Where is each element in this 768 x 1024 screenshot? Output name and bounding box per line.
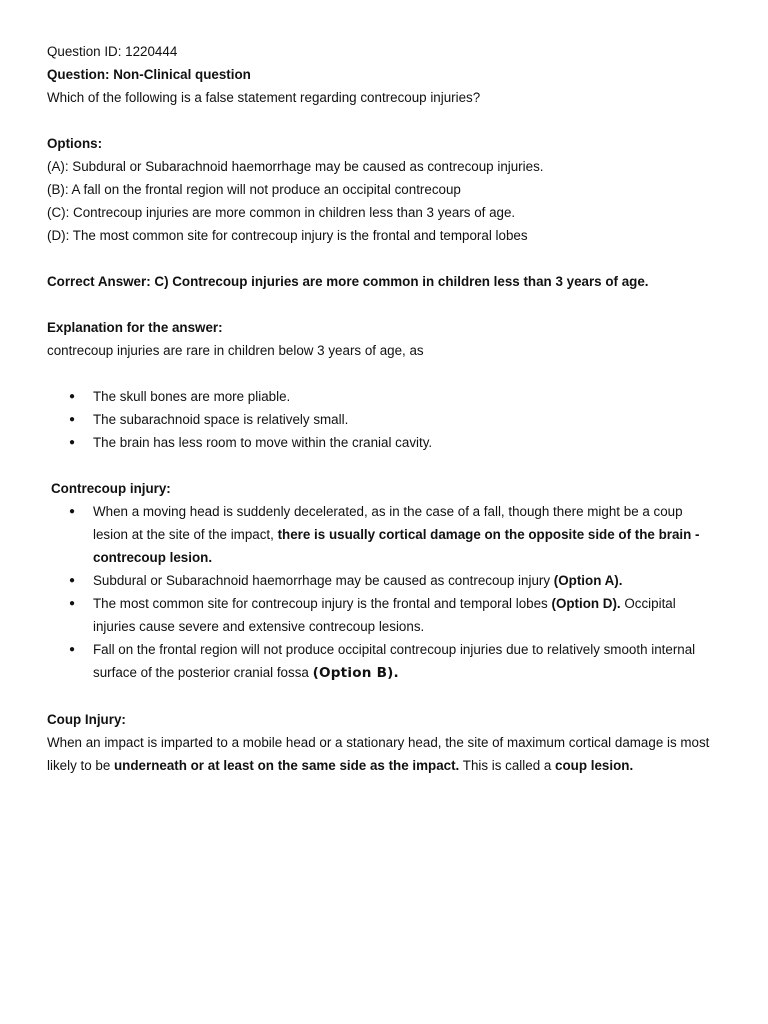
question-label bbox=[47, 63, 718, 86]
spacer bbox=[47, 109, 718, 132]
contrecoup-heading-text: Contrecoup injury: bbox=[51, 481, 171, 496]
list-item: ● The brain has less room to move within the cranial cavity. bbox=[93, 431, 718, 454]
item-bold-text: (Option D). bbox=[551, 596, 621, 611]
coup-heading bbox=[47, 708, 718, 731]
item-text: When a moving head is suddenly decelerated, as in the case of a fall, though there might be a coup lesion at the site of the impact, bbox=[93, 504, 683, 542]
question-label-text: Question: Non-Clinical question bbox=[47, 67, 251, 82]
option-b: (B): A fall on the frontal region will not produce an occipital contrecoup bbox=[47, 182, 461, 197]
list-item: ● The skull bones are more pliable. bbox=[93, 385, 718, 408]
question-id: Question ID: 1220444 bbox=[47, 44, 178, 59]
question-text: Which of the following is a false statement regarding contrecoup injuries? bbox=[47, 90, 481, 105]
coup-text: When an impact is imparted to a mobile head or a stationary head, the site of maximum cortical damage is most likely to be bbox=[47, 735, 710, 773]
options-label bbox=[47, 132, 718, 155]
reasons-list bbox=[47, 385, 718, 454]
contrecoup-heading bbox=[47, 477, 718, 500]
option-c: (C): Contrecoup injuries are more common in children less than 3 years of age. bbox=[47, 205, 516, 220]
option-a: (A): Subdural or Subarachnoid haemorrhage may be caused as contrecoup injuries. bbox=[47, 159, 544, 174]
item-bold-text: (Option A). bbox=[553, 573, 623, 588]
coup-bold-text: underneath or at least on the same side as the impact. bbox=[114, 758, 460, 773]
item-text: Subdural or Subarachnoid haemorrhage may be caused as contrecoup injury bbox=[93, 573, 554, 588]
list-item bbox=[93, 638, 718, 685]
item-text: The most common site for contrecoup injury is the frontal and temporal lobes bbox=[93, 596, 552, 611]
item-bold-text: (Option B). bbox=[312, 665, 399, 681]
correct-answer-text: Correct Answer: C) Contrecoup injuries are more common in children less than 3 years of age. bbox=[47, 274, 649, 289]
coup-paragraph bbox=[47, 731, 718, 777]
spacer bbox=[47, 685, 718, 708]
explanation-intro: contrecoup injuries are rare in children below 3 years of age, as bbox=[47, 343, 424, 358]
contrecoup-list bbox=[47, 500, 718, 685]
spacer bbox=[47, 247, 718, 270]
list-item bbox=[93, 592, 718, 638]
spacer bbox=[47, 293, 718, 316]
option-d: (D): The most common site for contrecoup injury is the frontal and temporal lobes bbox=[47, 228, 528, 243]
options-label-text: Options: bbox=[47, 136, 103, 151]
item-text: Fall on the frontal region will not produce occipital contrecoup injuries due to relatively smooth internal surface of the posterior cranial fossa bbox=[93, 642, 696, 680]
spacer bbox=[47, 454, 718, 477]
spacer bbox=[47, 362, 718, 385]
coup-text: This is called a bbox=[459, 758, 556, 773]
correct-answer bbox=[47, 270, 718, 293]
explanation-label bbox=[47, 316, 718, 339]
coup-heading-text: Coup Injury: bbox=[47, 712, 126, 727]
item-tail-text: Occipital injuries cause severe and extensive contrecoup lesions. bbox=[93, 596, 676, 634]
coup-bold-text: coup lesion. bbox=[555, 758, 634, 773]
explanation-label-text: Explanation for the answer: bbox=[47, 320, 223, 335]
item-bold-text: there is usually cortical damage on the opposite side of the brain - contrecoup lesion. bbox=[93, 527, 700, 565]
list-item bbox=[93, 500, 718, 569]
list-item bbox=[93, 569, 718, 592]
list-item: ● The subarachnoid space is relatively small. bbox=[93, 408, 718, 431]
